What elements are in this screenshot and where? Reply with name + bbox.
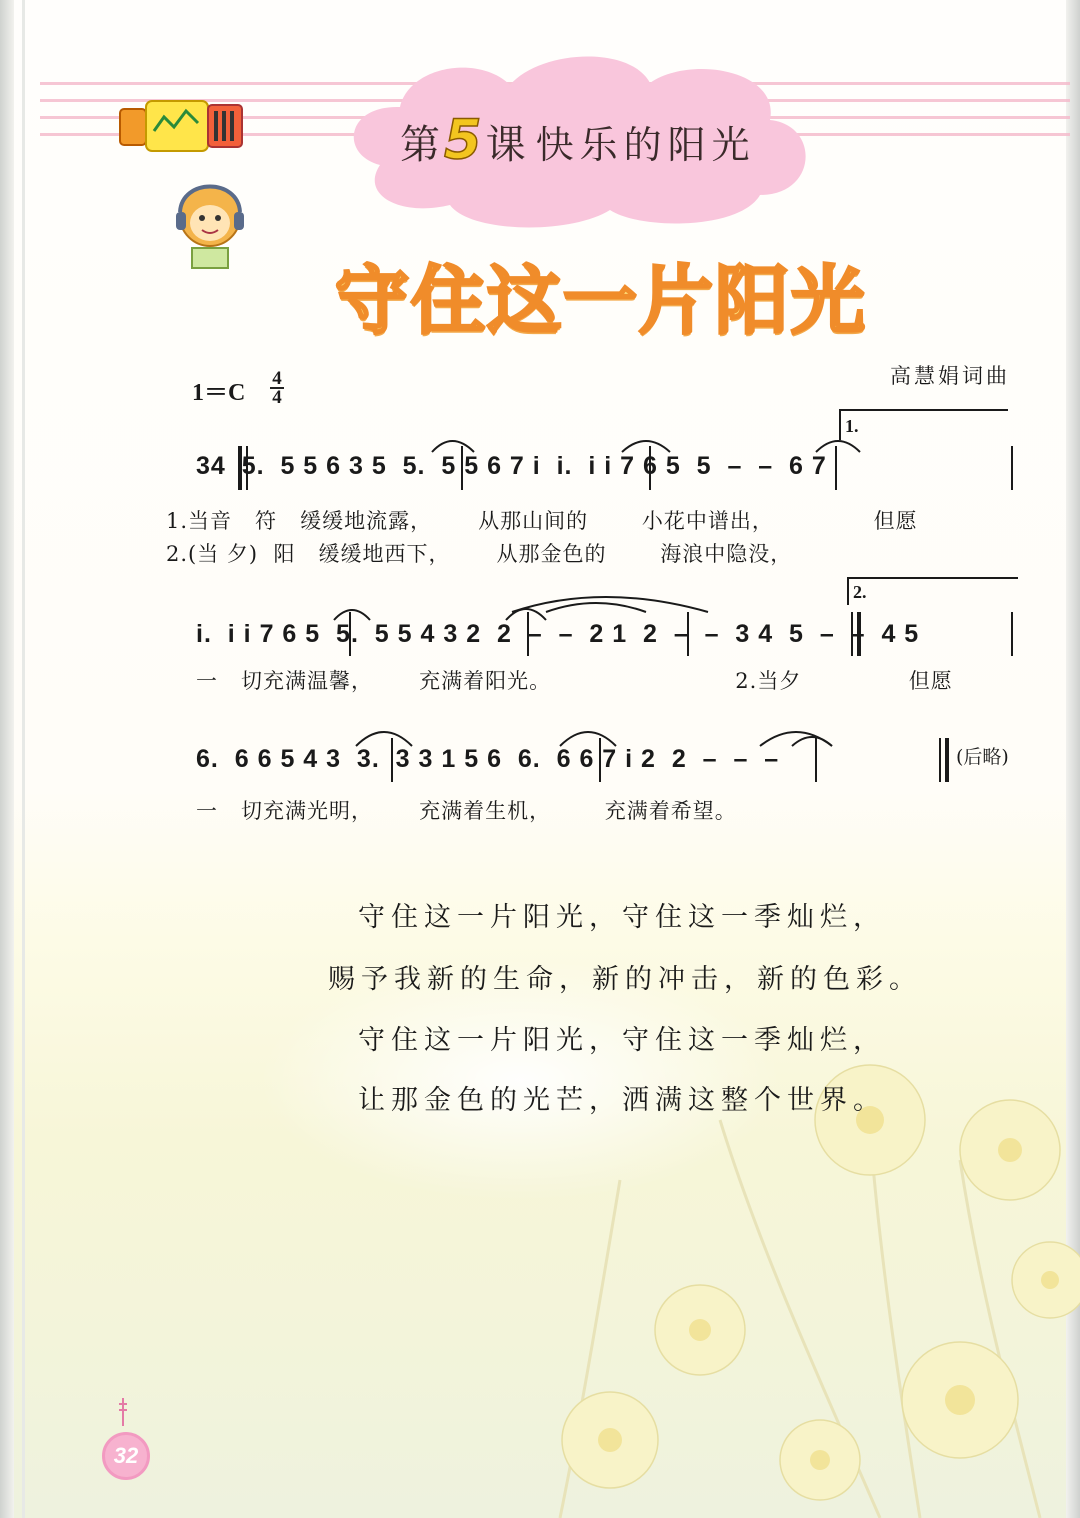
- omitted-remark: (后略): [956, 746, 1009, 768]
- composer-credit: 高慧娟词曲: [890, 364, 1010, 388]
- volta-2-label: 2.: [853, 582, 867, 602]
- time-signature-bottom: 4: [272, 387, 282, 408]
- time-signature-top: 4: [272, 368, 282, 389]
- score-line-2-lyrics: 一 切充满温馨， 充满着阳光。 2.当夕 但愿: [196, 669, 953, 693]
- score-line-3-lyrics: 一 切充满光明， 充满着生机， 充满着希望。: [196, 799, 737, 823]
- poem-line-4: 让那金色的光芒，洒满这整个世界。: [358, 1085, 886, 1116]
- poem-line-1: 守住这一片阳光，守住这一季灿烂，: [358, 902, 886, 933]
- poem-line-2: 赐予我新的生命，新的冲击，新的色彩。: [328, 964, 922, 995]
- score-line-1-lyrics-verse-2: 2.(当 夕) 阳 缓缓地西下， 从那金色的 海浪中隐没，: [166, 542, 793, 566]
- volta-1-label: 1.: [845, 416, 859, 436]
- lesson-suffix: 课: [485, 122, 526, 168]
- score-line-2-notes: i. i i 7 6 5 5. 5 5 4 3 2 2 – – 2 1 2 – – 3 4 5 – – 4 5: [196, 620, 920, 648]
- lesson-prefix: 第: [400, 122, 440, 168]
- page-number: 32: [102, 1432, 150, 1480]
- score-line-1-notes: 34 5. 5 5 6 3 5 5. 5 5 6 7 i i. i i 7 6 5 5 – – 6 7: [196, 452, 827, 480]
- song-title: 守住这一片阳光: [335, 258, 867, 344]
- lesson-number: 5: [444, 108, 482, 171]
- score-line-1-lyrics-verse-1: 1.当音 符 缓缓地流露， 从那山间的 小花中谱出， 但愿: [166, 509, 918, 533]
- page-ornament-icon: [118, 1398, 128, 1426]
- key-signature: 1＝C: [192, 380, 246, 406]
- score-line-3-notes: 6. 6 6 5 4 3 3. 3 3 1 5 6 6. 6 6 7 i 2 2 – – –: [196, 745, 780, 773]
- poem-line-3: 守住这一片阳光，守住这一季灿烂，: [358, 1025, 886, 1056]
- lesson-name: 快乐的阳光: [535, 123, 756, 167]
